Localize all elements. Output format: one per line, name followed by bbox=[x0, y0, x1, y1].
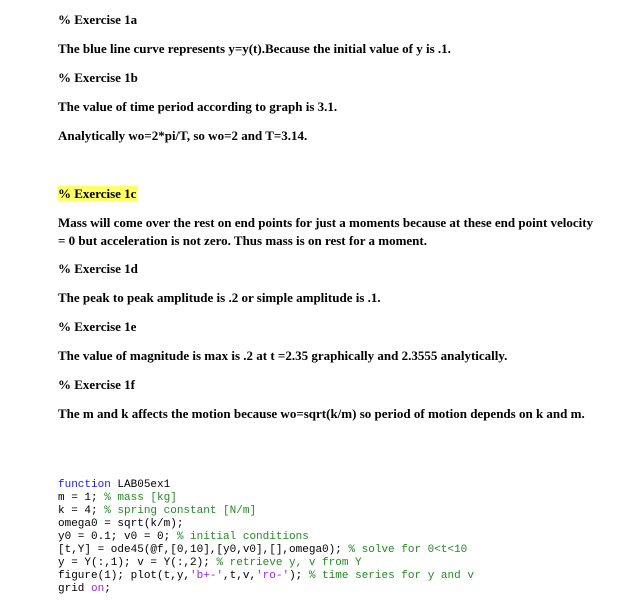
exercise-1e-heading: % Exercise 1e bbox=[58, 319, 137, 334]
exercise-1d-heading: % Exercise 1d bbox=[58, 261, 138, 276]
code-comment: % mass [kg] bbox=[104, 492, 177, 504]
exercise-1d-text: The peak to peak amplitude is .2 or simple amplitude is .1. bbox=[58, 290, 381, 305]
exercise-1b-text-1: The value of time period according to graph is 3.1. bbox=[58, 99, 338, 114]
exercise-1b-heading: % Exercise 1b bbox=[58, 70, 138, 85]
code-comment: % solve for 0<t<10 bbox=[348, 544, 468, 556]
code-keyword: function bbox=[58, 479, 111, 491]
code-line-7: y = Y(:,1); v = Y(:,2); % retrieve y, v from Y bbox=[58, 557, 362, 569]
code-comment: % time series for y and v bbox=[308, 570, 474, 582]
exercise-1c-heading: % Exercise 1c bbox=[58, 186, 137, 201]
code-line-6: [t,Y] = ode45(@f,[0,10],[y0,v0],[],omega0); % solve for 0<t<10 bbox=[58, 544, 468, 556]
code-line-1: function LAB05ex1 bbox=[58, 479, 171, 491]
code-string: on bbox=[91, 583, 105, 595]
exercise-1b-text-2: Analytically wo=2*pi/T, so wo=2 and T=3.14. bbox=[58, 128, 308, 143]
matlab-code-block bbox=[58, 479, 618, 596]
code-comment: % spring constant [N/m] bbox=[104, 505, 257, 517]
code-line-9: grid on; bbox=[58, 583, 111, 595]
exercise-1c-text: Mass will come over the rest on end points for just a moments because at these end point velocity = 0 but acceleration is not zero. Thus mass is on rest for a moment. bbox=[58, 215, 594, 248]
code-line-8: figure(1); plot(t,y,'b+-',t,v,'ro-'); % time series for y and v bbox=[58, 570, 474, 582]
exercise-1c-heading-wrapper bbox=[58, 185, 598, 203]
code-comment: % initial conditions bbox=[176, 531, 309, 543]
code-line-3: k = 4; % spring constant [N/m] bbox=[58, 505, 257, 517]
code-line-5: y0 = 0.1; v0 = 0; % initial conditions bbox=[58, 531, 309, 543]
code-line-4: omega0 = sqrt(k/m); bbox=[58, 518, 184, 530]
code-line-2: m = 1; % mass [kg] bbox=[58, 492, 177, 504]
code-string: 'b+-' bbox=[190, 570, 224, 582]
exercise-1a-heading: % Exercise 1a bbox=[58, 12, 138, 27]
exercise-1e-text: The value of magnitude is max is .2 at t =2.35 graphically and 2.3555 analytically. bbox=[58, 348, 508, 363]
exercise-1a-text: The blue line curve represents y=y(t).Because the initial value of y is .1. bbox=[58, 41, 451, 56]
exercise-1f-heading: % Exercise 1f bbox=[58, 377, 136, 392]
code-string: 'ro-' bbox=[256, 570, 290, 582]
exercise-1f-text: The m and k affects the motion because wo=sqrt(k/m) so period of motion depends on k and m. bbox=[58, 406, 585, 421]
code-comment: % retrieve y, v from Y bbox=[216, 557, 362, 569]
